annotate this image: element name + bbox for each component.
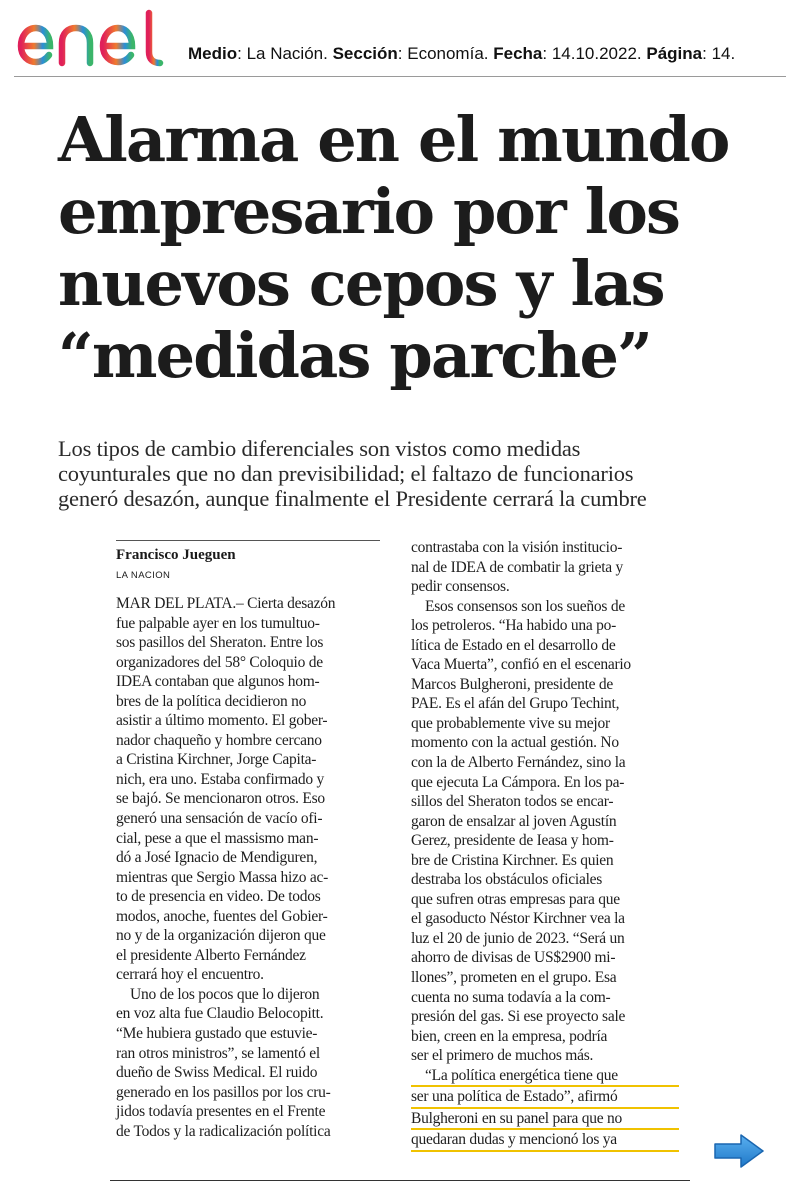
article-text-line: Uno de los pocos que lo dijeron (130, 985, 320, 1003)
article-text-line: Esos consensos son los sueños de (425, 597, 625, 615)
pagina-value: 14 (711, 44, 731, 63)
clipping-metadata: Medio: La Nación. Sección: Economía. Fecha: 14.10.2022. Página: 14. (188, 44, 736, 63)
fecha-value: 14.10.2022 (551, 44, 637, 63)
article-text-line: MAR DEL PLATA.– Cierta desazón (116, 595, 336, 612)
medio-value: La Nación (246, 44, 324, 63)
medio-label: Medio (188, 44, 238, 63)
arrow-right-icon[interactable] (713, 1132, 765, 1170)
deck-line: Los tipos de cambio diferenciales son vistos como medidas (58, 436, 581, 461)
article-text-line: que probablemente vive su mejor (411, 714, 610, 732)
article-text-line: organizadores del 58° Coloquio de (116, 653, 323, 671)
article-text-line: a Cristina Kirchner, Jorge Capita- (116, 751, 317, 769)
article-text-line: ran otros ministros”, se lamentó el (116, 1044, 320, 1062)
article-text-line: lítica de Estado en el desarrollo de (411, 636, 616, 654)
seccion-label: Sección (332, 44, 398, 63)
article-text-line: nich, era uno. Estaba confirmado y (116, 770, 324, 788)
article-column-left (116, 594, 382, 1141)
footer-divider (110, 1180, 690, 1181)
article-text-line: IDEA contaban que algunos hom- (116, 673, 320, 691)
article-text-line: jidos todavía presentes en el Frente (116, 1103, 326, 1121)
article-text-line: “Me hubiera gustado que estuvie- (116, 1025, 318, 1043)
article-text-line: el gasoducto Néstor Kirchner vea la (411, 910, 625, 928)
article-text-line: pedir consensos. (411, 578, 510, 596)
article-text-line: en voz alta fue Claudio Belocopitt. (116, 1005, 324, 1023)
article-text-line: bre de Cristina Kirchner. Es quien (411, 851, 614, 869)
article-text-line: luz el 20 de junio de 2023. “Será un (411, 929, 625, 947)
clipping-header (0, 0, 800, 80)
article-text-line: nal de IDEA de combatir la grieta y (411, 558, 624, 576)
headline-line: nuevos cepos y las (58, 247, 664, 320)
article-text-line: dueño de Swiss Medical. El ruido (116, 1064, 318, 1082)
fecha-label: Fecha (493, 44, 543, 63)
enel-logo (16, 8, 172, 68)
headline-line: empresario por los (58, 175, 680, 248)
article-column-right (411, 538, 679, 1152)
article-text-line: el presidente Alberto Fernández (116, 946, 306, 964)
article-text-line: que ejecuta La Cámpora. En los pa- (411, 773, 625, 791)
article-text-line: momento con la actual gestión. No (411, 734, 619, 752)
article-text-line: generado en los pasillos por los cru- (116, 1083, 331, 1101)
article-text-line: presión del gas. Si ese proyecto sale (411, 1008, 626, 1026)
article-text-line: llones”, prometen en el grupo. Esa (411, 969, 617, 987)
article-text-line: no y de la organización dijeron que (116, 927, 326, 945)
article-text-line: quedaran dudas y mencionó los ya (411, 1130, 679, 1152)
article-text-line: se bajó. Se mencionaron otros. Eso (116, 790, 325, 808)
article-text-line: to de presencia en video. De todos (116, 888, 321, 906)
author-outlet: LA NACION (116, 570, 171, 581)
author-name: Francisco Jueguen (116, 547, 236, 563)
article-text-line: contrastaba con la visión institucio- (411, 539, 623, 556)
seccion-value: Economía (407, 44, 484, 63)
article-text-line: destraba los obstáculos oficiales (411, 871, 603, 889)
article-text-line: sos pasillos del Sheraton. Entre los (116, 634, 324, 652)
article-headline (58, 104, 778, 392)
article-text-line: “La política energética tiene que (411, 1066, 679, 1088)
headline-line: “medidas parche” (58, 319, 651, 392)
article-text-line: ser el primero de muchos más. (411, 1047, 594, 1065)
article-text-line: de Todos y la radicalización política (116, 1122, 331, 1140)
article-text-line: mientras que Sergio Massa hizo ac- (116, 868, 329, 886)
deck-line: coyunturales que no dan previsibilidad; el faltazo de funcionarios (58, 461, 634, 486)
pagina-label: Página (646, 44, 703, 63)
article-text-line: los petroleros. “Ha habido una po- (411, 617, 616, 635)
article-text-line: sillos del Sheraton todos se encar- (411, 793, 614, 811)
header-divider (14, 76, 786, 77)
article-text-line: cerrará hoy el encuentro. (116, 966, 264, 984)
deck-line: generó desazón, aunque finalmente el Presidente cerrará la cumbre (58, 486, 647, 511)
article-text-line: modos, anoche, fuentes del Gobier- (116, 907, 328, 925)
article-text-line: asistir a último momento. El gober- (116, 712, 328, 730)
article-text-line: ahorro de divisas de US$2900 mi- (411, 949, 616, 967)
article-text-line: garon de ensalzar al joven Agustín (411, 812, 617, 830)
article-text-line: Bulgheroni en su panel para que no (411, 1109, 679, 1131)
article-text-line: que sufren otras empresas para que (411, 890, 620, 908)
article-text-line: PAE. Es el afán del Grupo Techint, (411, 695, 620, 713)
article-text-line: bien, creen en la empresa, podría (411, 1027, 608, 1045)
article-text-line: dó a José Ignacio de Mendiguren, (116, 849, 318, 867)
article-text-line: cuenta no suma todavía a la com- (411, 988, 611, 1006)
byline-divider (116, 540, 380, 541)
article-text-line: nador chaqueño y hombre cercano (116, 731, 322, 749)
article-text-line: Vaca Muerta”, confió en el escenario (411, 656, 631, 674)
article-subheadline (58, 436, 788, 511)
article-text-line: Gerez, presidente de Ieasa y hom- (411, 832, 614, 850)
article-text-line: bres de la política decidieron no (116, 692, 307, 710)
article-text-line: con la de Alberto Fernández, sino la (411, 754, 626, 772)
article-text-line: Marcos Bulgheroni, presidente de (411, 675, 614, 693)
article-text-line: cial, pese a que el massismo man- (116, 829, 319, 847)
article-text-line: generó una sensación de vacío ofi- (116, 810, 323, 828)
headline-line: Alarma en el mundo (58, 103, 729, 176)
article-text-line: fue palpable ayer en los tumultuo- (116, 614, 320, 632)
article-text-line: ser una política de Estado”, afirmó (411, 1087, 679, 1109)
